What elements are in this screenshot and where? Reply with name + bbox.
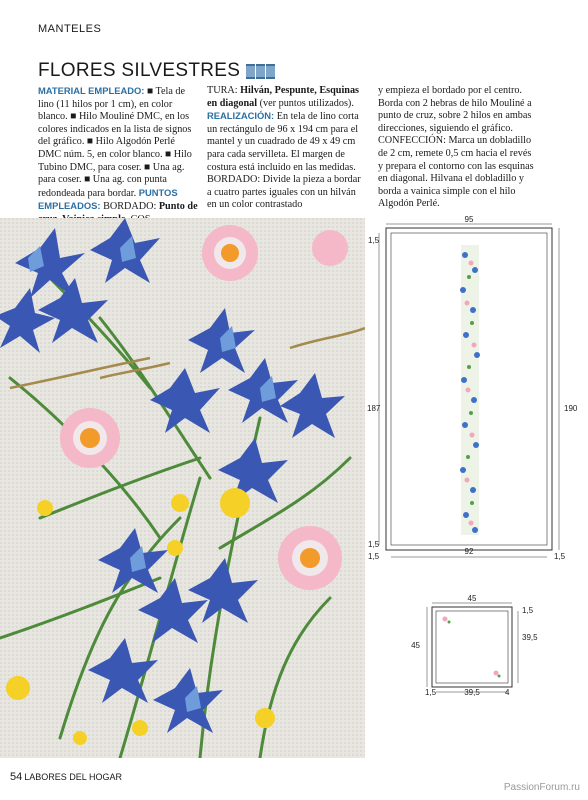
section-label: MANTELES xyxy=(38,23,102,35)
cloth-bottom-dim: 92 xyxy=(464,547,474,556)
dimension-diagrams xyxy=(365,215,588,705)
napkin-diagram xyxy=(411,594,538,697)
cloth-right-dim: 190 xyxy=(564,404,578,413)
cloth-margin-br: 1,5 xyxy=(554,552,566,561)
napkin-right-dim: 39,5 xyxy=(522,633,538,642)
tablecloth-diagram xyxy=(367,215,578,561)
title-row xyxy=(38,60,275,82)
napkin-margin-bl: 1,5 xyxy=(425,688,437,697)
napkin-bottom-dim: 39,5 xyxy=(464,688,480,697)
napkin-top-dim: 45 xyxy=(467,594,477,603)
cloth-left-dim: 187 xyxy=(367,404,381,413)
watermark: PassionForum.ru xyxy=(503,782,580,793)
cloth-margin-bl: 1,5 xyxy=(368,540,380,549)
napkin-margin-tr: 1,5 xyxy=(522,606,534,615)
cloth-margin-tl: 1,5 xyxy=(368,236,380,245)
napkin-left-dim: 45 xyxy=(411,641,420,650)
article-title: FLORES SILVESTRES xyxy=(38,60,241,81)
text-column-1: MATERIAL EMPLEADO: ■ Tela de lino (11 hilos por 1 cm), en color blanco. ■ Hilo Mouliné DMC, en los colores indicados en la lista de signos del gráfico. ■ Hilo Algodón Perlé DMC núm. 5, en color blanco. ■ Hilo Tubino DMC, para coser. ■ Una ag. para coser. ■ Una ag. con punta redondeada para bordar. PUNTOS EMPLEADOS: BORDADO: Punto de xyxy=(38,85,198,213)
difficulty-icon xyxy=(246,64,275,79)
text-column-2: TURA: Hilván, Pespunte, Esquinas en diagonal (ver puntos utilizados). REALIZACIÓN: En tela de lino corta un rectángulo de 96 x 194 cm para el mantel y un cuadrado de 49 x 49 cm para cada servilleta. El margen de costura está incluido en las medidas. BORDADO: Divide la pieza a bordar a cuatro partes iguales con un hilván en un color contrastado xyxy=(207,85,361,211)
napkin-corner-dim: 4 xyxy=(505,688,510,697)
page-number: 54 xyxy=(10,771,23,783)
page-footer xyxy=(10,771,122,783)
embroidery-photo xyxy=(0,218,365,758)
cloth-margin-bl2: 1,5 xyxy=(368,552,380,561)
text-column-3: y empieza el bordado por el centro. Borda con 2 hebras de hilo Mouliné a punto de cruz, sobre 2 hilos en ambas direcciones, siguiendo el gráfico. CONFECCIÓN: Marca un dobladillo de 2 cm, remete 0,5 cm hacia el revés y prepara el contorno con las esquinas en diagonal. Hilvana el dobladillo y borda a vainica simple con el hilo Algodón Perlé. xyxy=(378,85,534,210)
magazine-name: LABORES DEL HOGAR xyxy=(24,772,122,782)
cloth-top-dim: 95 xyxy=(464,215,474,224)
